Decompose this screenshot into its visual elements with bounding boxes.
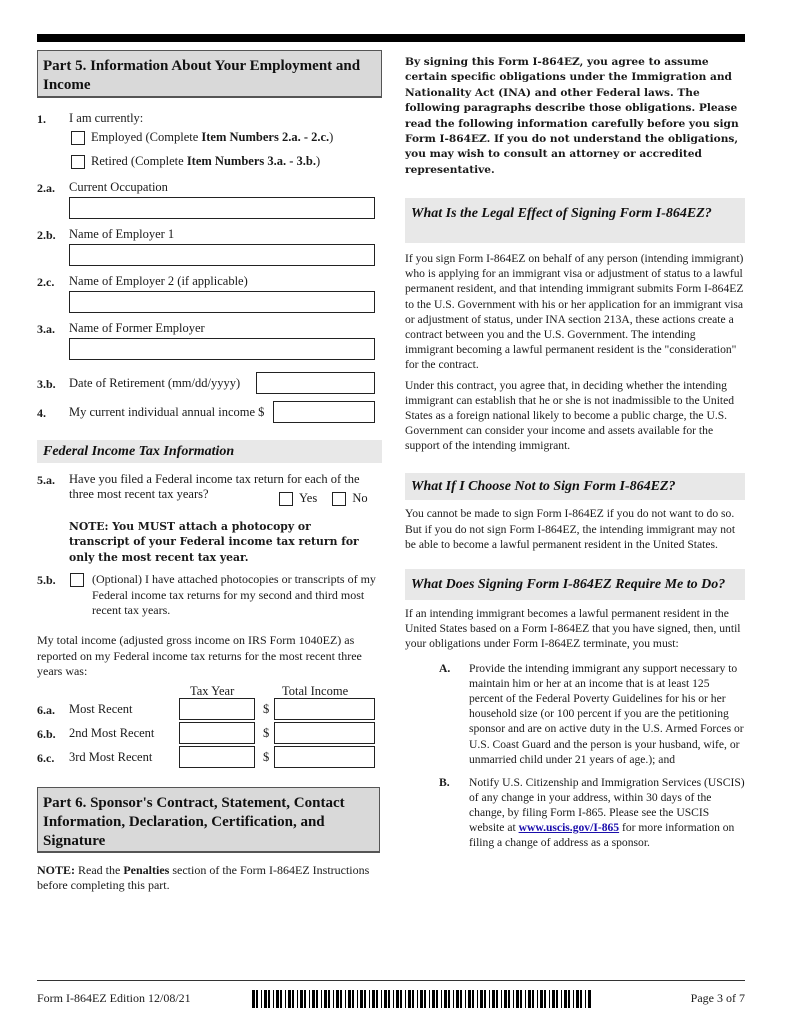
option-employed[interactable]: Employed (Complete Item Numbers 2.a. - 2.c.) bbox=[71, 130, 333, 145]
employer2-input[interactable] bbox=[69, 291, 375, 313]
col-tax-year: Tax Year bbox=[190, 683, 235, 698]
page-number: Page 3 of 7 bbox=[690, 991, 745, 1005]
q3b-number: 3.b. bbox=[37, 377, 56, 391]
footer-rule bbox=[37, 980, 745, 981]
q3b-label: Date of Retirement (mm/dd/yyyy) bbox=[69, 376, 241, 390]
q2a-number: 2.a. bbox=[37, 181, 55, 195]
question-2a bbox=[37, 181, 382, 223]
item-b-text: Notify U.S. Citizenship and Immigration Services (USCIS) of any change in your address, within 30 days of the change, by filing Form I-865. Please see the USCIS website at www.uscis.gov/I-865 for more information on filing a change of address as a sponsor. bbox=[469, 775, 745, 850]
q2c-number: 2.c. bbox=[37, 275, 55, 289]
uscis-link[interactable]: www.uscis.gov/I-865 bbox=[518, 820, 620, 834]
item-a-text: Provide the intending immigrant any support necessary to maintain him or her at an income that is at least 125 percent of the Federal Poverty Guidelines for his or her household size (or 100 percent if you are the petitioning sponsor and are on active duty in the U.S. Armed Forces or U.S. Coast Guard and the person is your husband, wife, or unmarried child under 21 years of age.); and bbox=[469, 662, 744, 766]
q2b-label: Name of Employer 1 bbox=[69, 227, 175, 241]
q1-label: I am currently: bbox=[69, 111, 144, 125]
total-income-input[interactable] bbox=[274, 746, 375, 768]
row-label: 2nd Most Recent bbox=[69, 725, 155, 740]
row-label: 3rd Most Recent bbox=[69, 749, 153, 764]
question-1 bbox=[37, 112, 382, 176]
tax-year-input[interactable] bbox=[179, 698, 255, 720]
question-2c bbox=[37, 275, 382, 317]
optional-transcripts-checkbox[interactable] bbox=[70, 573, 84, 587]
tax-year-input[interactable] bbox=[179, 746, 255, 768]
income-table bbox=[37, 683, 382, 770]
question-5a bbox=[37, 473, 382, 511]
dollar-sign: $ bbox=[263, 725, 270, 740]
q4-label: My current individual annual income $ bbox=[69, 405, 265, 419]
obligation-item-b bbox=[405, 775, 745, 850]
q5b-label: (Optional) I have attached photocopies or transcripts of my Federal income tax returns for my second and third most recent tax years. bbox=[92, 572, 376, 618]
question-4 bbox=[37, 401, 382, 425]
total-income-input[interactable] bbox=[274, 722, 375, 744]
q2a-label: Current Occupation bbox=[69, 180, 168, 194]
item-b-label: B. bbox=[439, 775, 450, 789]
yes-checkbox[interactable] bbox=[279, 492, 293, 506]
row-number: 6.c. bbox=[37, 750, 55, 765]
part5-heading: Part 5. Information About Your Employment and Income bbox=[37, 50, 382, 98]
part6-note: NOTE: Read the Penalties section of the Form I-864EZ Instructions before completing this part. bbox=[37, 862, 370, 893]
top-rule bbox=[37, 34, 745, 42]
obligations-intro: By signing this Form I-864EZ, you agree to assume certain specific obligations under the Immigration and Nationality Act (INA) and other Federal laws. The following paragraphs describe those obligations. Please read the following information carefully before you sign Form I-864EZ. If you do not understand the obligations, you may wish to consult an attorney or accredited representative. bbox=[405, 56, 739, 176]
employer1-input[interactable] bbox=[69, 244, 375, 266]
legal-effect-para1: If you sign Form I-864EZ on behalf of any person (intending immigrant) who is applying for an immigrant visa or adjustment of status to a lawful permanent resident, and that intending immigrant submits Form I-864EZ to the U.S. Government with his or her application for an immigrant visa or adjustment of status, under INA section 213A, these actions create a contract between you and the U.S. Government. The intending immigrant becoming a lawful permanent resident is the "consideration" for the contract. bbox=[405, 252, 744, 371]
tax-yes-no: Yes No bbox=[275, 491, 368, 506]
row-label: Most Recent bbox=[69, 701, 133, 716]
q3a-label: Name of Former Employer bbox=[69, 321, 205, 335]
question-2b bbox=[37, 228, 382, 270]
employed-checkbox[interactable] bbox=[71, 131, 85, 145]
item-a-label: A. bbox=[439, 662, 451, 676]
tax-info-heading: Federal Income Tax Information bbox=[37, 440, 382, 463]
retirement-date-input[interactable] bbox=[256, 372, 375, 394]
former-employer-input[interactable] bbox=[69, 338, 375, 360]
q5a-number: 5.a. bbox=[37, 473, 55, 487]
obligation-item-a bbox=[405, 661, 745, 767]
question-5b bbox=[37, 573, 382, 621]
q2b-number: 2.b. bbox=[37, 228, 56, 242]
q3a-number: 3.a. bbox=[37, 322, 55, 336]
q5b-number: 5.b. bbox=[37, 573, 56, 588]
row-number: 6.a. bbox=[37, 702, 55, 717]
tax-year-input[interactable] bbox=[179, 722, 255, 744]
question-3b bbox=[37, 372, 382, 396]
row-number: 6.b. bbox=[37, 726, 56, 741]
part6-heading: Part 6. Sponsor's Contract, Statement, Contact Information, Declaration, Certification, and Signature bbox=[37, 787, 380, 853]
q5a-label: Have you filed a Federal income tax return for each of the three most recent tax years? bbox=[69, 472, 360, 501]
legal-effect-heading: What Is the Legal Effect of Signing Form I-864EZ? bbox=[405, 198, 745, 243]
tax-note: NOTE: You MUST attach a photocopy or transcript of your Federal income tax return for only the most recent tax year. bbox=[69, 520, 359, 564]
col-total-income: Total Income bbox=[282, 683, 349, 698]
barcode bbox=[252, 990, 592, 1008]
no-checkbox[interactable] bbox=[332, 492, 346, 506]
left-column bbox=[37, 50, 382, 894]
q2c-label: Name of Employer 2 (if applicable) bbox=[69, 274, 248, 288]
right-column bbox=[405, 50, 745, 850]
dollar-sign: $ bbox=[263, 749, 270, 764]
choose-not-sign-para: You cannot be made to sign Form I-864EZ if you do not want to do so. But if you do not sign Form I-864EZ, the intending immigrant may not be able to become a lawful permanent resident in the United States. bbox=[405, 507, 736, 551]
total-income-input[interactable] bbox=[274, 698, 375, 720]
annual-income-input[interactable] bbox=[273, 401, 375, 423]
option-retired[interactable]: Retired (Complete Item Numbers 3.a. - 3.b.) bbox=[71, 154, 320, 169]
form-edition: Form I-864EZ Edition 12/08/21 bbox=[37, 991, 191, 1005]
current-occupation-input[interactable] bbox=[69, 197, 375, 219]
q1-number: 1. bbox=[37, 112, 46, 126]
question-3a bbox=[37, 322, 382, 364]
legal-effect-para2: Under this contract, you agree that, in deciding whether the intending immigrant can establish that he or she is not inadmissible to the United States as a foreign national likely to become a public charge, the U.S. Government can consider your income and assets available for the support of the intending immigrant. bbox=[405, 379, 735, 453]
require-me-heading: What Does Signing Form I-864EZ Require Me to Do? bbox=[405, 569, 745, 600]
dollar-sign: $ bbox=[263, 701, 270, 716]
total-income-text: My total income (adjusted gross income on IRS Form 1040EZ) as reported on my Federal income tax returns for the most recent three years was: bbox=[37, 633, 362, 679]
retired-checkbox[interactable] bbox=[71, 155, 85, 169]
choose-not-sign-heading: What If I Choose Not to Sign Form I-864EZ? bbox=[405, 473, 745, 500]
q4-number: 4. bbox=[37, 406, 46, 420]
require-me-para: If an intending immigrant becomes a lawful permanent resident in the United States based on a Form I-864EZ that you have signed, then, until your obligations under Form I-864EZ terminate, you must: bbox=[405, 606, 741, 650]
